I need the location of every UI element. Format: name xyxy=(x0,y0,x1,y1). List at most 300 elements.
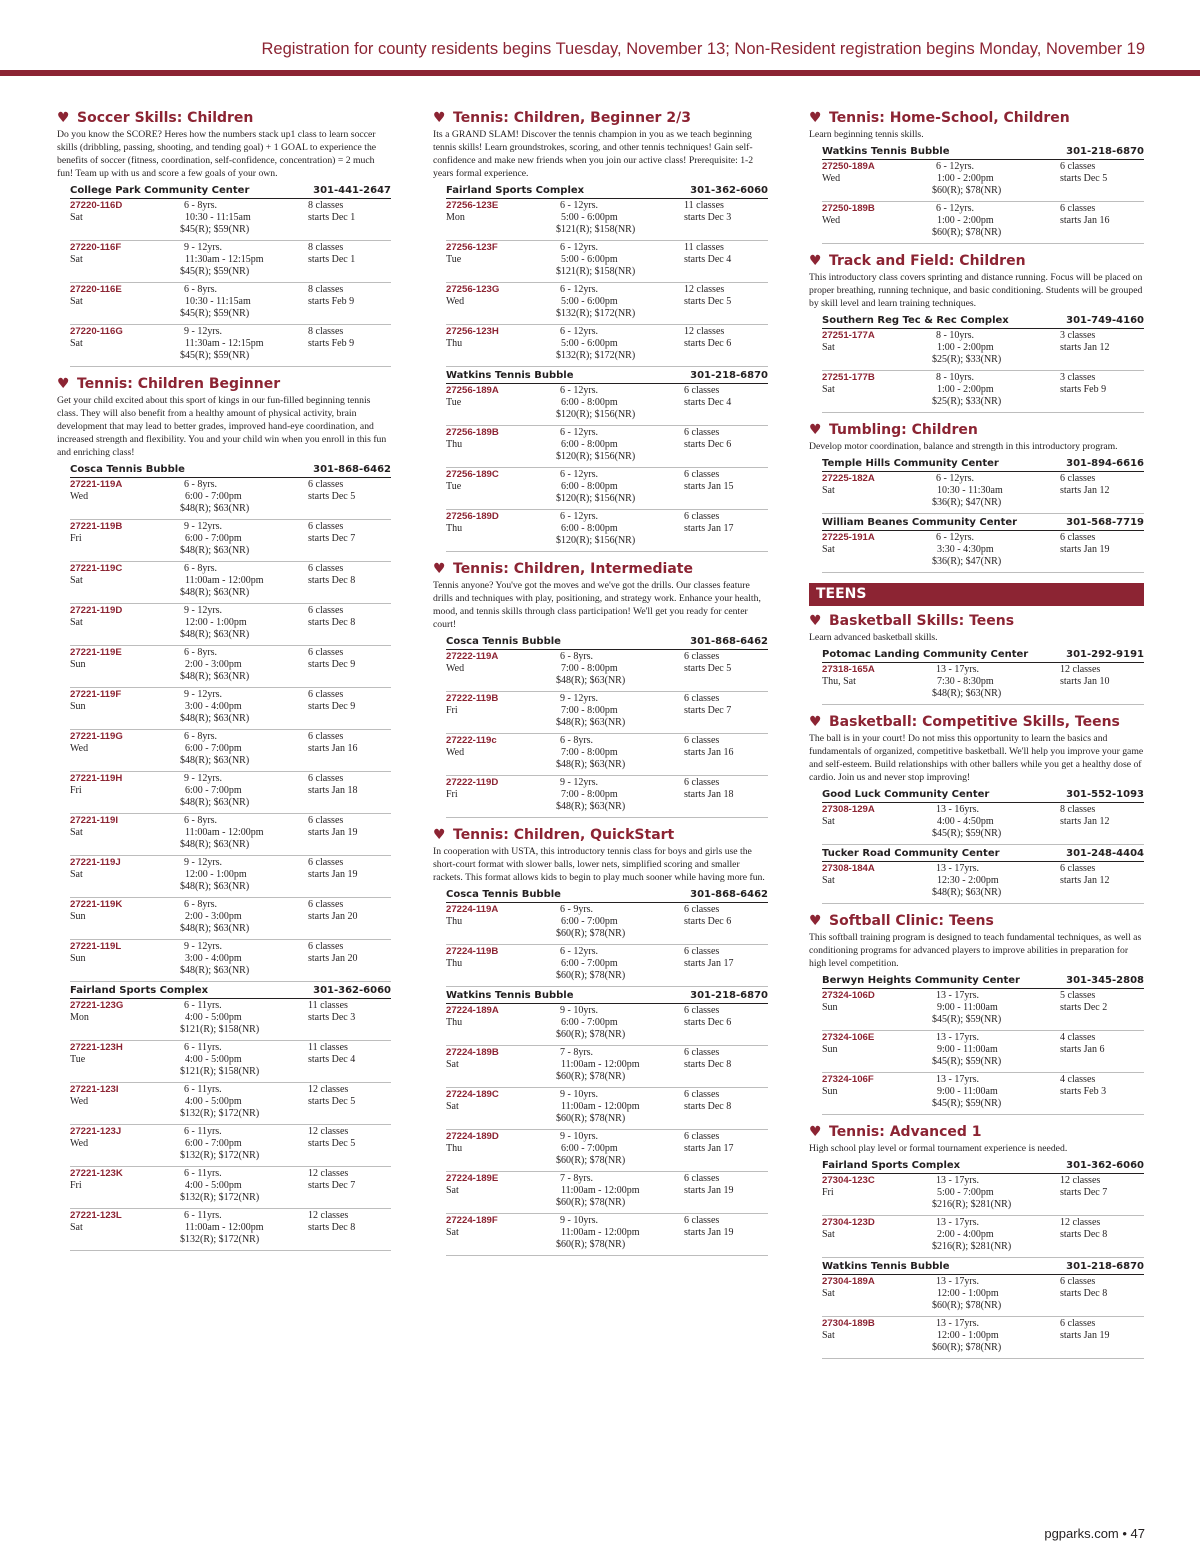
class-days: Thu xyxy=(446,1143,463,1154)
class-code: 27256-123E xyxy=(446,200,499,211)
class-count: 6 classes xyxy=(308,773,344,784)
class-count: 6 classes xyxy=(308,857,344,868)
class-schedule-cell xyxy=(684,1047,768,1083)
class-count: 6 classes xyxy=(1060,1318,1096,1329)
class-code: 27222-119D xyxy=(446,777,499,788)
age-range: 13 - 17yrs. xyxy=(936,1276,980,1287)
class-time-cell xyxy=(932,664,1060,700)
class-fee: $45(R); $59(NR) xyxy=(180,224,250,235)
start-date: starts Dec 3 xyxy=(684,212,732,223)
class-code: 27251-177A xyxy=(822,330,875,341)
age-range: 9 - 12yrs. xyxy=(560,693,599,704)
class-count: 11 classes xyxy=(308,1042,348,1053)
class-code: 27220-116D xyxy=(70,200,123,211)
class-code: 27224-189A xyxy=(446,1005,499,1016)
class-time: 12:00 - 1:00pm xyxy=(937,1288,999,1299)
class-time: 12:30 - 2:00pm xyxy=(937,875,999,886)
class-time: 1:00 - 2:00pm xyxy=(937,342,994,353)
class-code-cell xyxy=(70,1126,184,1162)
class-time: 6:00 - 7:00pm xyxy=(185,743,242,754)
class-count: 6 classes xyxy=(684,1215,720,1226)
program-title-text: Tennis: Children, Intermediate xyxy=(453,561,693,577)
age-range: 13 - 17yrs. xyxy=(936,863,980,874)
class-code-cell xyxy=(70,605,184,641)
class-days: Sat xyxy=(70,1222,83,1233)
class-code-cell xyxy=(70,1084,184,1120)
program-section xyxy=(809,1122,1144,1359)
venue-header xyxy=(70,461,391,478)
class-count: 4 classes xyxy=(1060,1074,1096,1085)
class-time-cell xyxy=(180,1084,308,1120)
class-time: 9:00 - 11:00am xyxy=(937,1044,998,1055)
class-time: 7:00 - 8:00pm xyxy=(561,747,618,758)
class-code: 27224-119B xyxy=(446,946,499,957)
class-count: 12 classes xyxy=(308,1126,349,1137)
class-row xyxy=(70,814,391,856)
age-range: 6 - 11yrs. xyxy=(184,1168,222,1179)
class-count: 6 classes xyxy=(308,899,344,910)
venue-name: Watkins Tennis Bubble xyxy=(822,146,950,157)
class-count: 6 classes xyxy=(308,731,344,742)
class-fee: $60(R); $78(NR) xyxy=(556,1029,626,1040)
class-count: 6 classes xyxy=(684,904,720,915)
class-time: 11:00am - 12:00pm xyxy=(185,827,264,838)
class-row xyxy=(70,283,391,325)
class-days: Wed xyxy=(70,743,89,754)
age-range: 13 - 17yrs. xyxy=(936,990,980,1001)
class-days: Wed xyxy=(70,1138,89,1149)
class-time-cell xyxy=(180,521,308,557)
class-fee: $48(R); $63(NR) xyxy=(180,755,250,766)
class-fee: $48(R); $63(NR) xyxy=(180,797,250,808)
class-time: 1:00 - 2:00pm xyxy=(937,215,994,226)
program-section xyxy=(809,251,1144,413)
program-description: In cooperation with USTA, this introductory tennis class for boys and girls use the short-court format with slower balls, lower nets, simplified scoring and smaller rackets. This format allows kids to begin to play much sooner while having more fun. xyxy=(433,846,765,883)
venue-phone: 301-362-6060 xyxy=(690,185,768,196)
class-schedule-cell xyxy=(1060,532,1144,568)
class-schedule-cell xyxy=(684,946,768,982)
venue-block xyxy=(446,633,768,818)
age-range: 6 - 12yrs. xyxy=(560,242,599,253)
class-row xyxy=(822,1216,1144,1258)
class-code-cell xyxy=(446,1047,560,1083)
class-time: 11:30am - 12:15pm xyxy=(185,254,264,265)
class-count: 6 classes xyxy=(684,1005,720,1016)
class-row xyxy=(822,202,1144,244)
venue-block xyxy=(446,367,768,552)
class-code: 27304-123D xyxy=(822,1217,875,1228)
start-date: starts Dec 1 xyxy=(308,212,356,223)
class-count: 4 classes xyxy=(1060,1032,1096,1043)
program-title xyxy=(809,611,1144,631)
venue-phone: 301-441-2647 xyxy=(313,185,391,196)
class-row xyxy=(822,989,1144,1031)
venue-block xyxy=(822,143,1144,244)
class-code: 27224-189B xyxy=(446,1047,499,1058)
class-count: 6 classes xyxy=(308,647,344,658)
class-days: Tue xyxy=(446,481,462,492)
class-time-cell xyxy=(556,469,684,505)
venue-phone: 301-218-6870 xyxy=(1066,146,1144,157)
class-fee: $45(R); $59(NR) xyxy=(180,350,250,361)
class-schedule-cell xyxy=(684,1089,768,1125)
class-schedule-cell xyxy=(308,731,391,767)
class-days: Tue xyxy=(446,397,462,408)
class-fee: $48(R); $63(NR) xyxy=(556,717,626,728)
class-row xyxy=(70,604,391,646)
class-code-cell xyxy=(70,1042,184,1078)
class-count: 6 classes xyxy=(308,941,344,952)
venue-block xyxy=(822,972,1144,1115)
start-date: starts Dec 6 xyxy=(684,916,732,927)
program-description: This introductory class covers sprinting and distance running. Focus will be placed on proper breathing, running technique, and basic conditioning. Students will be grouped by skill level and learn training techniques. xyxy=(809,272,1143,309)
age-range: 7 - 8yrs. xyxy=(560,1173,594,1184)
class-time-cell xyxy=(180,1042,308,1078)
class-row xyxy=(446,945,768,987)
age-range: 6 - 12yrs. xyxy=(936,532,975,543)
class-count: 5 classes xyxy=(1060,990,1096,1001)
class-count: 6 classes xyxy=(308,479,344,490)
class-row xyxy=(822,1275,1144,1317)
class-count: 12 classes xyxy=(684,326,725,337)
class-days: Thu xyxy=(446,439,463,450)
class-days: Thu xyxy=(446,916,463,927)
class-schedule-cell xyxy=(1060,473,1144,509)
class-count: 12 classes xyxy=(684,284,725,295)
column-2 xyxy=(433,108,768,1263)
class-time-cell xyxy=(556,385,684,421)
class-row xyxy=(70,730,391,772)
class-days: Sun xyxy=(822,1044,838,1055)
class-code-cell xyxy=(822,1318,936,1354)
start-date: starts Dec 8 xyxy=(1060,1288,1108,1299)
class-schedule-cell xyxy=(684,200,768,236)
class-code: 27251-177B xyxy=(822,372,875,383)
class-count: 8 classes xyxy=(308,326,344,337)
program-title-text: Basketball: Competitive Skills, Teens xyxy=(829,714,1120,730)
class-schedule-cell xyxy=(308,773,391,809)
class-code: 27221-119D xyxy=(70,605,123,616)
class-row xyxy=(446,1088,768,1130)
class-days: Fri xyxy=(446,705,458,716)
class-days: Sat xyxy=(822,384,835,395)
class-fee: $120(R); $156(NR) xyxy=(556,535,636,546)
class-code: 27222-119B xyxy=(446,693,499,704)
class-days: Fri xyxy=(70,1180,82,1191)
class-days: Sat xyxy=(446,1101,459,1112)
class-time: 3:00 - 4:00pm xyxy=(185,953,242,964)
class-time-cell xyxy=(932,1074,1060,1110)
class-time: 6:00 - 8:00pm xyxy=(561,439,618,450)
program-title xyxy=(57,108,391,128)
class-schedule-cell xyxy=(684,1131,768,1167)
class-time-cell xyxy=(932,863,1060,899)
class-row xyxy=(446,426,768,468)
start-date: starts Dec 6 xyxy=(684,338,732,349)
class-code: 27225-182A xyxy=(822,473,875,484)
age-range: 9 - 10yrs. xyxy=(560,1089,599,1100)
class-schedule-cell xyxy=(1060,330,1144,366)
class-time-cell xyxy=(180,647,308,683)
class-code-cell xyxy=(446,1215,560,1251)
venue-header xyxy=(822,646,1144,663)
class-fee: $121(R); $158(NR) xyxy=(556,224,636,235)
class-code-cell xyxy=(446,651,560,687)
class-schedule-cell xyxy=(1060,804,1144,840)
class-schedule-cell xyxy=(1060,1276,1144,1312)
class-row xyxy=(446,650,768,692)
venue-name: Southern Reg Tec & Rec Complex xyxy=(822,315,1009,326)
class-code: 27222-119A xyxy=(446,651,499,662)
program-title xyxy=(433,825,768,845)
class-time: 6:00 - 7:00pm xyxy=(561,916,618,927)
age-range: 6 - 12yrs. xyxy=(560,284,599,295)
start-date: starts Dec 8 xyxy=(684,1059,732,1070)
class-days: Sat xyxy=(446,1227,459,1238)
class-count: 6 classes xyxy=(1060,863,1096,874)
age-range: 9 - 12yrs. xyxy=(184,689,223,700)
class-row xyxy=(446,776,768,818)
class-row xyxy=(446,1004,768,1046)
header-banner xyxy=(0,30,1200,72)
class-code: 27256-189A xyxy=(446,385,499,396)
class-code: 27324-106F xyxy=(822,1074,874,1085)
class-time-cell xyxy=(180,200,308,236)
start-date: starts Jan 19 xyxy=(1060,1330,1110,1341)
class-code-cell xyxy=(446,326,560,362)
class-time-cell xyxy=(556,200,684,236)
class-fee: $48(R); $63(NR) xyxy=(932,688,1002,699)
program-section xyxy=(809,420,1144,573)
class-time: 5:00 - 7:00pm xyxy=(937,1187,994,1198)
program-title xyxy=(809,911,1144,931)
class-code: 27221-119L xyxy=(70,941,122,952)
class-days: Wed xyxy=(446,747,465,758)
age-range: 9 - 12yrs. xyxy=(184,857,223,868)
class-fee: $216(R); $281(NR) xyxy=(932,1241,1012,1252)
class-time: 11:00am - 12:00pm xyxy=(561,1059,640,1070)
class-row xyxy=(446,325,768,367)
class-count: 8 classes xyxy=(1060,804,1096,815)
class-fee: $48(R); $63(NR) xyxy=(180,587,250,598)
class-row xyxy=(446,1046,768,1088)
class-schedule-cell xyxy=(684,1005,768,1041)
class-schedule-cell xyxy=(1060,1175,1144,1211)
age-range: 9 - 10yrs. xyxy=(560,1131,599,1142)
start-date: starts Jan 19 xyxy=(308,827,358,838)
class-schedule-cell xyxy=(684,469,768,505)
class-fee: $60(R); $78(NR) xyxy=(932,185,1002,196)
class-fee: $36(R); $47(NR) xyxy=(932,497,1002,508)
class-schedule-cell xyxy=(308,689,391,725)
age-range: 8 - 10yrs. xyxy=(936,372,975,383)
class-days: Tue xyxy=(70,1054,86,1065)
class-days: Sun xyxy=(70,911,86,922)
class-code-cell xyxy=(822,372,936,408)
class-time-cell xyxy=(932,330,1060,366)
venue-header xyxy=(446,633,768,650)
class-fee: $216(R); $281(NR) xyxy=(932,1199,1012,1210)
class-row xyxy=(446,510,768,552)
venue-header xyxy=(446,367,768,384)
class-count: 3 classes xyxy=(1060,372,1096,383)
class-code-cell xyxy=(822,473,936,509)
class-code: 27221-123I xyxy=(70,1084,119,1095)
class-fee: $60(R); $78(NR) xyxy=(556,1071,626,1082)
heart-icon: ♥ xyxy=(809,913,822,929)
program-section xyxy=(809,611,1144,705)
class-schedule-cell xyxy=(684,651,768,687)
class-count: 6 classes xyxy=(308,605,344,616)
program-title xyxy=(809,712,1144,732)
venue-header xyxy=(446,182,768,199)
class-code-cell xyxy=(70,1168,184,1204)
class-time-cell xyxy=(556,1215,684,1251)
age-range: 6 - 8yrs. xyxy=(184,284,218,295)
venue-phone: 301-292-9191 xyxy=(1066,649,1144,660)
class-code-cell xyxy=(70,242,184,278)
class-row xyxy=(822,1073,1144,1115)
age-range: 9 - 12yrs. xyxy=(184,326,223,337)
start-date: starts Dec 8 xyxy=(1060,1229,1108,1240)
class-time: 7:30 - 8:30pm xyxy=(937,676,994,687)
class-days: Fri xyxy=(822,1187,834,1198)
age-range: 9 - 10yrs. xyxy=(560,1215,599,1226)
start-date: starts Jan 19 xyxy=(684,1227,734,1238)
venue-name: Watkins Tennis Bubble xyxy=(446,370,574,381)
class-schedule-cell xyxy=(308,899,391,935)
class-code: 27221-119C xyxy=(70,563,123,574)
class-code-cell xyxy=(446,1131,560,1167)
class-code: 27304-123C xyxy=(822,1175,875,1186)
class-code-cell xyxy=(446,469,560,505)
class-row xyxy=(446,1214,768,1256)
class-days: Tue xyxy=(446,254,462,265)
venue-phone: 301-868-6462 xyxy=(313,464,391,475)
age-range: 6 - 11yrs. xyxy=(184,1000,222,1011)
class-count: 6 classes xyxy=(308,689,344,700)
class-code-cell xyxy=(446,242,560,278)
class-time-cell xyxy=(180,899,308,935)
venue-header xyxy=(822,514,1144,531)
venue-block xyxy=(446,182,768,367)
class-schedule-cell xyxy=(1060,372,1144,408)
class-count: 6 classes xyxy=(684,946,720,957)
venue-header xyxy=(822,312,1144,329)
age-range: 6 - 12yrs. xyxy=(560,511,599,522)
class-time: 6:00 - 7:00pm xyxy=(185,1138,242,1149)
program-description: This softball training program is designed to teach fundamental techniques, as well as conditioning programs for advanced players to improve abilities in preparation for high level competition. xyxy=(809,932,1142,969)
class-fee: $45(R); $59(NR) xyxy=(180,266,250,277)
start-date: starts Jan 19 xyxy=(308,869,358,880)
class-schedule-cell xyxy=(308,1000,391,1036)
class-time-cell xyxy=(932,990,1060,1026)
age-range: 6 - 11yrs. xyxy=(184,1042,222,1053)
class-time: 10:30 - 11:15am xyxy=(185,296,251,307)
start-date: starts Feb 9 xyxy=(1060,384,1107,395)
venue-name: College Park Community Center xyxy=(70,185,250,196)
class-fee: $48(R); $63(NR) xyxy=(180,671,250,682)
class-code-cell xyxy=(70,479,184,515)
class-time-cell xyxy=(180,605,308,641)
class-code-cell xyxy=(822,664,936,700)
venue-block xyxy=(822,514,1144,573)
class-code-cell xyxy=(70,731,184,767)
class-schedule-cell xyxy=(1060,1032,1144,1068)
class-code-cell xyxy=(822,532,936,568)
age-range: 13 - 17yrs. xyxy=(936,1074,980,1085)
class-row xyxy=(70,1083,391,1125)
class-fee: $48(R); $63(NR) xyxy=(180,713,250,724)
class-schedule-cell xyxy=(308,521,391,557)
age-range: 13 - 16yrs. xyxy=(936,804,980,815)
class-fee: $120(R); $156(NR) xyxy=(556,409,636,420)
class-schedule-cell xyxy=(684,427,768,463)
age-range: 13 - 17yrs. xyxy=(936,1032,980,1043)
class-code: 27221-123G xyxy=(70,1000,124,1011)
class-code: 27224-189E xyxy=(446,1173,499,1184)
class-schedule-cell xyxy=(684,777,768,813)
class-time: 12:00 - 1:00pm xyxy=(937,1330,999,1341)
class-code: 27308-184A xyxy=(822,863,875,874)
class-row xyxy=(70,325,391,367)
class-time: 11:00am - 12:00pm xyxy=(185,575,264,586)
program-section xyxy=(809,108,1144,244)
venue-block xyxy=(822,1157,1144,1258)
venue-header xyxy=(822,845,1144,862)
start-date: starts Dec 5 xyxy=(1060,173,1108,184)
class-code: 27221-123L xyxy=(70,1210,122,1221)
venue-block xyxy=(822,786,1144,845)
class-days: Mon xyxy=(70,1012,89,1023)
venue-phone: 301-218-6870 xyxy=(690,370,768,381)
class-time-cell xyxy=(556,427,684,463)
class-row xyxy=(822,160,1144,202)
start-date: starts Jan 17 xyxy=(684,523,734,534)
class-days: Sun xyxy=(70,953,86,964)
class-row xyxy=(70,562,391,604)
class-time-cell xyxy=(932,1175,1060,1211)
start-date: starts Dec 5 xyxy=(308,1138,356,1149)
class-days: Sun xyxy=(70,701,86,712)
class-days: Wed xyxy=(822,173,841,184)
class-schedule-cell xyxy=(308,200,391,236)
program-title-text: Soccer Skills: Children xyxy=(77,110,254,126)
class-days: Sat xyxy=(70,338,83,349)
class-count: 6 classes xyxy=(308,521,344,532)
class-code-cell xyxy=(446,427,560,463)
class-time-cell xyxy=(556,242,684,278)
class-time-cell xyxy=(556,511,684,547)
class-days: Sat xyxy=(70,869,83,880)
program-description: Its a GRAND SLAM! Discover the tennis champion in you as we teach beginning tennis skills! Learn groundstrokes, scoring, and other tennis techniques! Gain self-confidence and make new friends when you join our active class! Prerequisite: 1-2 years formal experience. xyxy=(433,129,754,179)
class-code-cell xyxy=(822,203,936,239)
program-description: Get your child excited about this sport of kings in our fun-filled beginning tennis class. They will also benefit from a healthy amount of physical activity, brain development that may lead to better grades, improved hand-eye coordination, and increased strength and flexibility. You and your child win when you enroll in this fun and enriching class! xyxy=(57,395,387,458)
class-time-cell xyxy=(556,1047,684,1083)
class-days: Sat xyxy=(70,296,83,307)
class-code: 27256-189B xyxy=(446,427,499,438)
class-days: Sat xyxy=(446,1185,459,1196)
class-code: 27224-189C xyxy=(446,1089,499,1100)
class-count: 6 classes xyxy=(308,815,344,826)
program-section xyxy=(433,559,768,818)
class-fee: $48(R); $63(NR) xyxy=(180,965,250,976)
class-schedule-cell xyxy=(1060,1318,1144,1354)
class-days: Wed xyxy=(822,215,841,226)
class-time-cell xyxy=(932,1318,1060,1354)
class-schedule-cell xyxy=(684,385,768,421)
start-date: starts Jan 12 xyxy=(1060,875,1110,886)
